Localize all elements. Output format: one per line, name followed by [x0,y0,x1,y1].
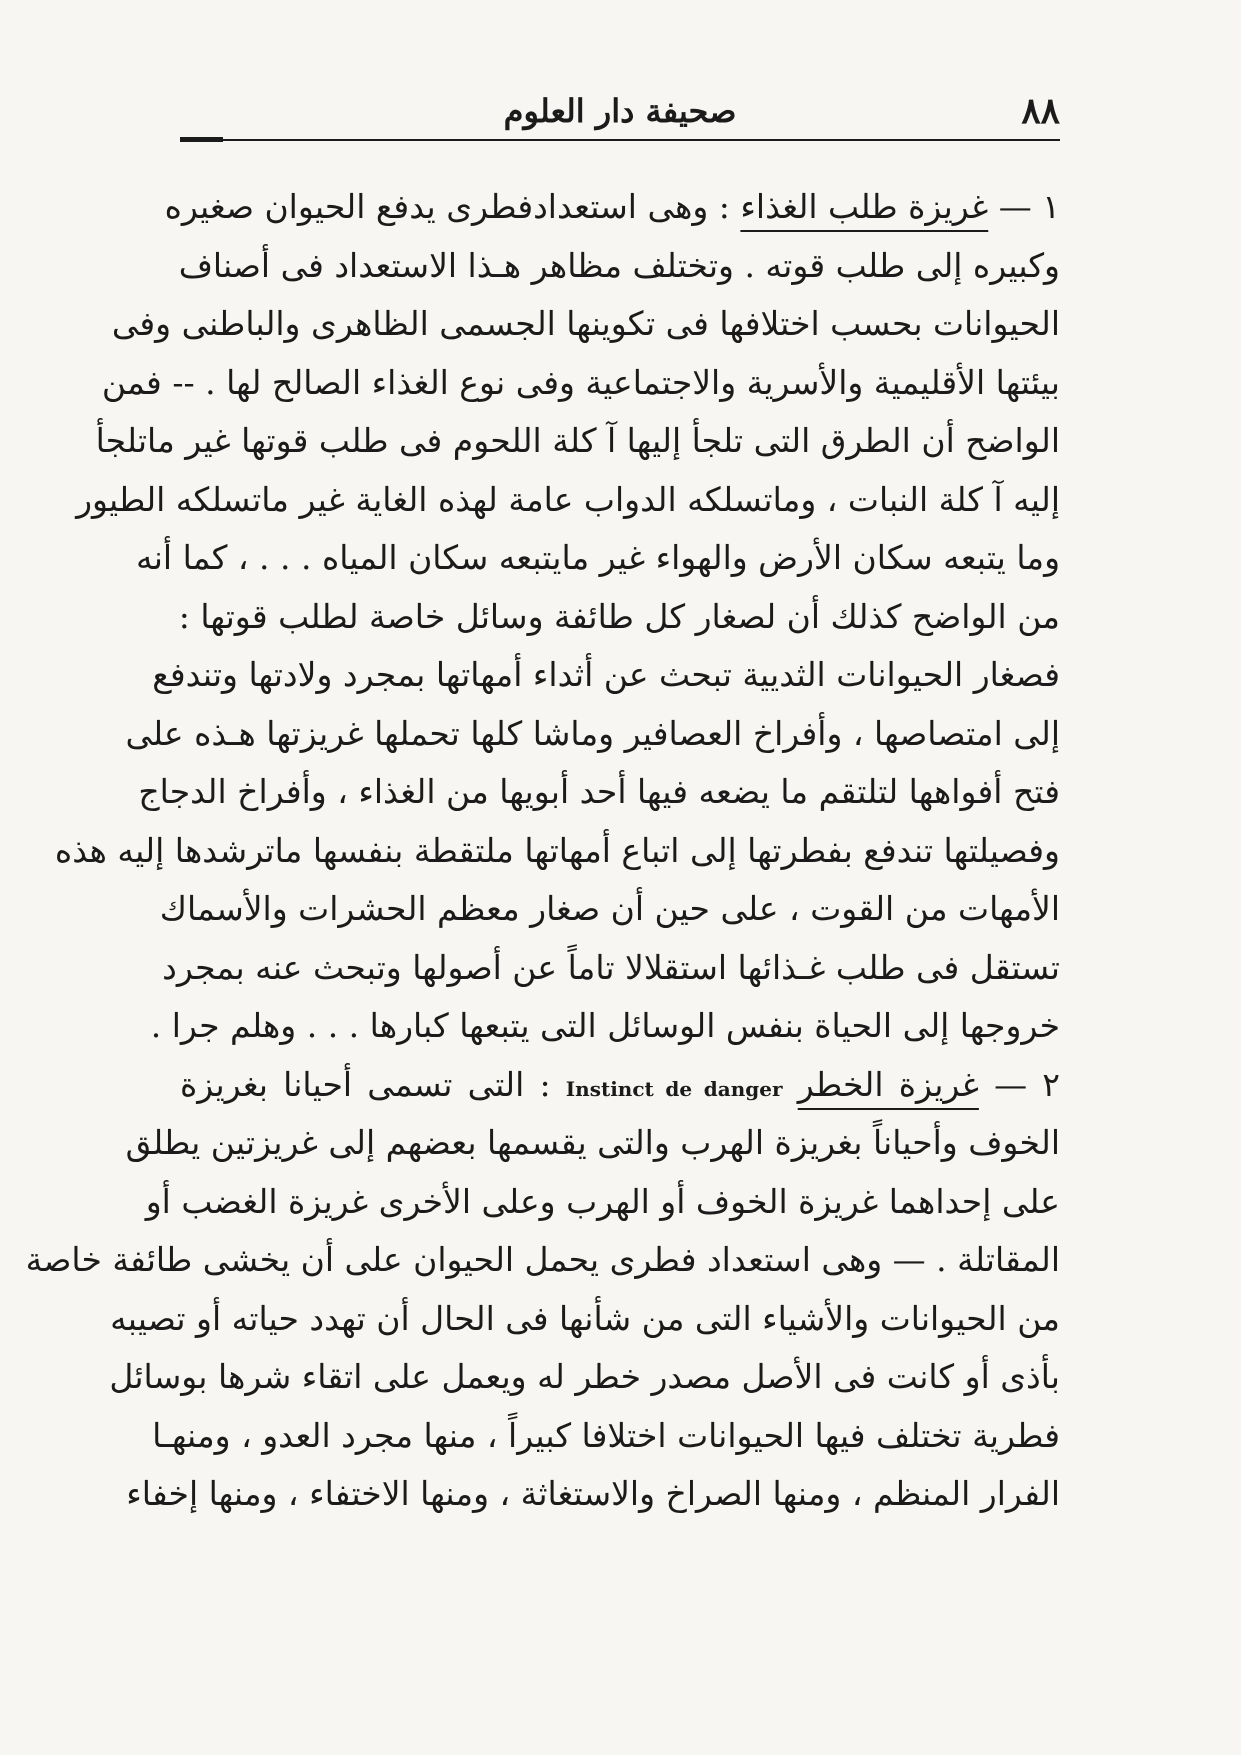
text-line: تستقل فى طلب غـذائها استقلالا تاماً عن أصولها وتبحث عنه بمجرد [162,947,1060,987]
instinct-term: غريزة الخطر [797,1064,979,1104]
item-number: ٢ — [978,1064,1060,1104]
instinct-term: غريزة طلب الغذاء [740,187,989,226]
text-line [164,178,1060,237]
text-line: وما يتبعه سكان الأرض والهواء غير مايتبعه سكان المياه . . . ، كما أنه [136,538,1060,577]
text-line: فطرية تختلف فيها الحيوانات اختلافا كبيراً ، منها مجرد العدو ، ومنهـا [152,1415,1060,1455]
running-title: صحيفة دار العلوم [503,92,737,130]
header-rule [223,139,1060,141]
text-line: الواضح أن الطرق التى تلجأ إليها آ كلة اللحوم فى طلب قوتها غير ماتلجأ [95,421,1060,460]
text-line: المقاتلة . — وهى استعداد فطرى يحمل الحيوان على أن يخشى طائفة خاصة [25,1240,1060,1279]
text-line: الأمهات من القوت ، على حين أن صغار معظم الحشرات والأسماك [159,889,1060,928]
header-rule-thick [180,137,223,142]
page-number: ٨٨ [1021,90,1060,132]
line-text: : التى تسمى أحيانا بغريزة [180,1064,566,1104]
text-line: من الحيوانات والأشياء التى من شأنها فى الحال أن تهدد حياته أو تصيبه [110,1298,1060,1338]
body-text [25,178,1060,1524]
text-line: فصغار الحيوانات الثديية تبحث عن أثداء أمهاتها بمجرد ولادتها وتندفع [152,655,1060,694]
text-line: وكبيره إلى طلب قوته . وتختلف مظاهر هـذا الاستعداد فى أصناف [178,245,1060,285]
text-line: إلى امتصاصها ، وأفراخ العصافير وماشا كلها تحملها غريزتها هـذه على [125,713,1060,753]
text-line: بأذى أو كانت فى الأصل مصدر خطر له ويعمل على اتقاء شرها بوسائل [109,1357,1060,1396]
text-line: الخوف وأحياناً بغريزة الهرب والتى يقسمها بعضهم إلى غريزتين يطلق [125,1123,1060,1162]
text-line: على إحداهما غريزة الخوف أو الهرب وعلى الأخرى غريزة الغضب أو [145,1181,1060,1221]
text-line: خروجها إلى الحياة بنفس الوسائل التى يتبعها كبارها . . . وهلم جرا . [150,1006,1060,1045]
text-line: بيئتها الأقليمية والأسرية والاجتماعية وفى نوع الغذاء الصالح لها . -- فمن [101,362,1060,402]
text-line: الفرار المنظم ، ومنها الصراخ والاستغاثة ، ومنها الاختفاء ، ومنها إخفاء [126,1474,1060,1513]
page-header [180,86,1060,136]
line-text: : وهى استعدادفطرى يدفع الحيوان صغيره [164,187,741,226]
latin-term: Instinct de danger [565,1076,783,1101]
text-line: الحيوانات بحسب اختلافها فى تكوينها الجسمى الظاهرى والباطنى وفى [111,304,1060,343]
text-line: إليه آ كلة النبات ، وماتسلكه الدواب عامة لهذه الغاية غير ماتسلكه الطيور [76,479,1060,519]
text-line: وفصيلتها تندفع بفطرتها إلى اتباع أمهاتها ملتقطة بنفسها ماترشدها إليه هذه [54,830,1060,870]
text-line: من الواضح كذلك أن لصغار كل طائفة وسائل خاصة لطلب قوتها : [178,596,1060,636]
text-line: فتح أفواهها لتلتقم ما يضعه فيها أحد أبويها من الغذاء ، وأفراخ الدجاج [138,772,1060,811]
text-line [180,1056,1060,1115]
item-number: ١ — [988,187,1060,226]
